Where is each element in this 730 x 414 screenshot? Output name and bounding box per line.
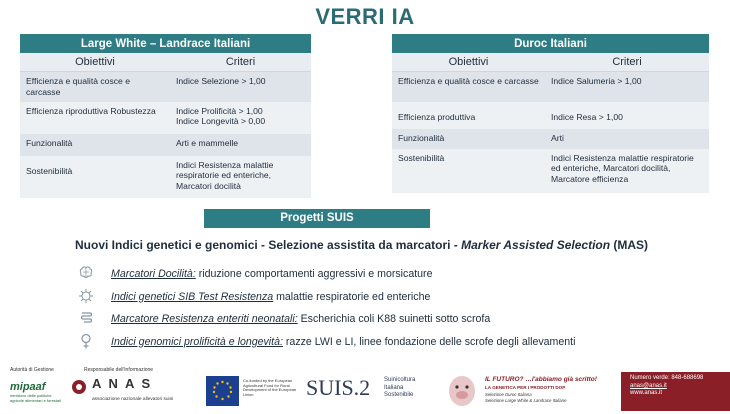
objective-cell: Sostenibilità — [392, 149, 545, 193]
contact-box — [621, 372, 730, 411]
objective-cell: Sostenibilità — [20, 156, 170, 198]
bullet-keyword: Indici genomici prolificità e longevità: — [111, 335, 283, 348]
futuro-title: IL FUTURO? …l'abbiamo già scritto! — [485, 376, 597, 383]
futuro-line1: Selezione Duroc Italiana — [485, 392, 532, 397]
objective-cell: Efficienza e qualità cosce e carcasse — [20, 72, 170, 102]
futuro-subtitle: LA GENETICA PER I PRODOTTI DOP — [485, 385, 566, 390]
pig-photo-icon — [446, 373, 478, 414]
bullet-keyword: Marcatore Resistenza enteriti neonatali: — [111, 313, 298, 325]
column-header-criteri: Criteri — [545, 53, 709, 72]
contact-email[interactable]: anas@anas.it — [630, 382, 667, 389]
bullet-text: riduzione comportamenti aggressivi e morsicature — [195, 268, 433, 280]
table-heading: Duroc Italiani — [392, 34, 709, 53]
bullet-text: malattie respiratorie ed enteriche — [273, 290, 431, 303]
criteria-cell: Indice Resa > 1,00 — [545, 102, 709, 129]
subtitle — [75, 238, 648, 252]
contact-website[interactable]: www.anas.it — [630, 390, 663, 396]
intestine-icon — [78, 310, 94, 326]
subtitle-part1: Nuovi Indici genetici e genomici - Selezione assistita da marcatori - — [75, 238, 462, 252]
page-title: VERRI IA — [315, 4, 415, 29]
list-item — [78, 266, 678, 289]
brain-icon — [78, 265, 94, 281]
bullet-text: Escherichia coli K88 suinetti sotto scrofa — [297, 313, 491, 325]
objective-cell: Efficienza produttiva — [392, 102, 545, 129]
criteria-cell: Indici Resistenza malattie respiratorie ed enteriche, Marcatori docilità, Marcatore efficienza — [545, 149, 709, 193]
virus-icon — [78, 288, 94, 304]
bullet-list — [78, 266, 678, 356]
suis2-subtitle: Suinicoltura Italiana Sostenibile — [384, 377, 416, 398]
criteria-cell: Indice Prolificità > 1,00 Indice Longevità > 0,00 — [170, 102, 311, 134]
column-header-obiettivi: Obiettivi — [20, 53, 170, 72]
criteria-cell: Indice Selezione > 1,00 — [170, 72, 311, 102]
large-white-table — [20, 34, 311, 198]
objective-cell: Efficienza e qualità cosce e carcasse — [392, 72, 545, 102]
criteria-cell: Arti — [545, 129, 709, 149]
anas-logo-icon — [70, 378, 88, 401]
objective-cell: Funzionalità — [20, 134, 170, 156]
criteria-cell: Indice Salumeria > 1,00 — [545, 72, 709, 102]
anas-subtitle: associazione nazionale allevatori suini — [92, 397, 174, 402]
female-symbol-icon — [78, 333, 94, 349]
list-item — [78, 334, 678, 357]
column-header-obiettivi: Obiettivi — [392, 53, 545, 72]
list-item — [78, 311, 678, 334]
bullet-keyword: Indici genetici SIB Test Resistenza — [111, 290, 274, 303]
suis-projects-banner: Progetti SUIS — [204, 209, 430, 228]
objective-cell: Efficienza riproduttiva Robustezza — [20, 102, 170, 134]
anas-logo-text: A N A S — [92, 376, 153, 391]
mipaaf-subtitle: ministero delle politiche agricole alimentari e forestali — [10, 393, 61, 403]
resp-label: Responsabile dell'informazione — [84, 367, 154, 373]
subtitle-italic: Marker Assisted Selection — [461, 238, 611, 252]
eu-flag-icon — [206, 376, 239, 406]
criteria-cell: Indici Resistenza malattie respiratorie ed enteriche, Marcatori docilità — [170, 156, 311, 198]
suis2-logo: SUIS.2 — [306, 375, 371, 400]
subtitle-part2: (MAS) — [610, 238, 649, 252]
toll-free-number: Numero verde: 848-688698 — [630, 375, 704, 381]
duroc-table — [392, 34, 709, 193]
eu-caption: Co-funded by the European Agricultural Fund for Rural Development of the European Union — [243, 378, 297, 397]
objective-cell: Funzionalità — [392, 129, 545, 149]
bullet-keyword: Marcatori Docilità: — [111, 268, 196, 280]
gestione-label: Autorità di Gestione — [10, 367, 54, 373]
list-item — [78, 289, 678, 312]
table-heading: Large White – Landrace Italiani — [20, 34, 311, 53]
mipaaf-logo: mipaaf — [10, 381, 46, 393]
column-header-criteri: Criteri — [170, 53, 311, 72]
futuro-line2: Selezione Large White & Landrace Italiane — [485, 398, 567, 403]
criteria-cell: Arti e mammelle — [170, 134, 311, 156]
bullet-text: razze LWI e LI, linee fondazione delle scrofe degli allevamenti — [282, 335, 576, 348]
